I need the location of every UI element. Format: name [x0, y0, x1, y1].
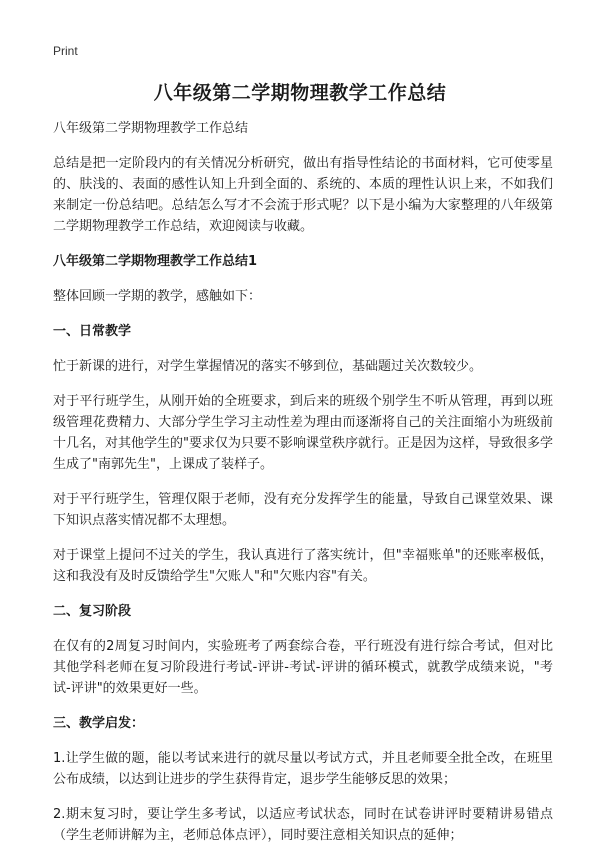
part2-heading: 二、复习阶段 — [53, 604, 132, 619]
part3-heading: 三、教学启发： — [53, 716, 145, 731]
overview-paragraph: 整体回顾一学期的教学，感触如下： — [53, 289, 262, 304]
part1-heading: 一、日常教学 — [53, 324, 132, 339]
part3-paragraph: 1.让学生做的题，能以考试来进行的就尽量以考试方式，并且老师要全批全改，在班里公布成绩，以达到让进步的学生获得肯定，退步学生能够反思的效果； — [53, 751, 553, 787]
part1-paragraph: 对于平行班学生，从刚开始的全班要求，到后来的班级个别学生不听从管理，再到以班级管理花费精力、大部分学生学习主动性差为理由而逐渐将自己的关注面缩小为班级前十几名，对其他学生的"要求仅为只要不影响课堂秩序就行。正是因为这样，导致很多学生成了"南郭先生"，上课成了装样子。 — [53, 394, 553, 472]
document-body — [53, 118, 553, 860]
document-subtitle: 八年级第二学期物理教学工作总结 — [53, 121, 249, 136]
part1-paragraph: 对于课堂上提问不过关的学生，我认真进行了落实统计，但"幸福账单"的还账率极低，这和我没有及时反馈给学生"欠账人"和"欠账内容"有关。 — [53, 548, 553, 584]
part2-paragraph: 在仅有的2周复习时间内，实验班考了两套综合卷，平行班没有进行综合考试，但对比其他学科老师在复习阶段进行考试-评讲-考试-评讲的循环模式，就教学成绩来说，"考试-评讲"的效果更好一些。 — [53, 639, 553, 696]
part1-paragraph: 忙于新课的进行，对学生掌握情况的落实不够到位，基础题过关次数较少。 — [53, 359, 483, 374]
section-title: 八年级第二学期物理教学工作总结1 — [53, 254, 258, 269]
print-label: Print — [53, 44, 78, 58]
part3-paragraph: 2.期末复习时，要让学生多考试，以适应考试状态，同时在试卷讲评时要精讲易错点（学生老师讲解为主，老师总体点评），同时要注意相关知识点的延伸； — [53, 807, 553, 843]
part1-paragraph: 对于平行班学生，管理仅限于老师，没有充分发挥学生的能量，导致自己课堂效果、课下知识点落实情况都不太理想。 — [53, 492, 553, 528]
intro-paragraph: 总结是把一定阶段内的有关情况分析研究，做出有指导性结论的书面材料，它可使零星的、肤浅的、表面的感性认知上升到全面的、系统的、本质的理性认识上来，不如我们来制定一份总结吧。总结怎么写才不会流于形式呢？以下是小编为大家整理的八年级第二学期物理教学工作总结，欢迎阅读与收藏。 — [53, 156, 553, 234]
document-title: 八年级第二学期物理教学工作总结 — [153, 82, 447, 104]
